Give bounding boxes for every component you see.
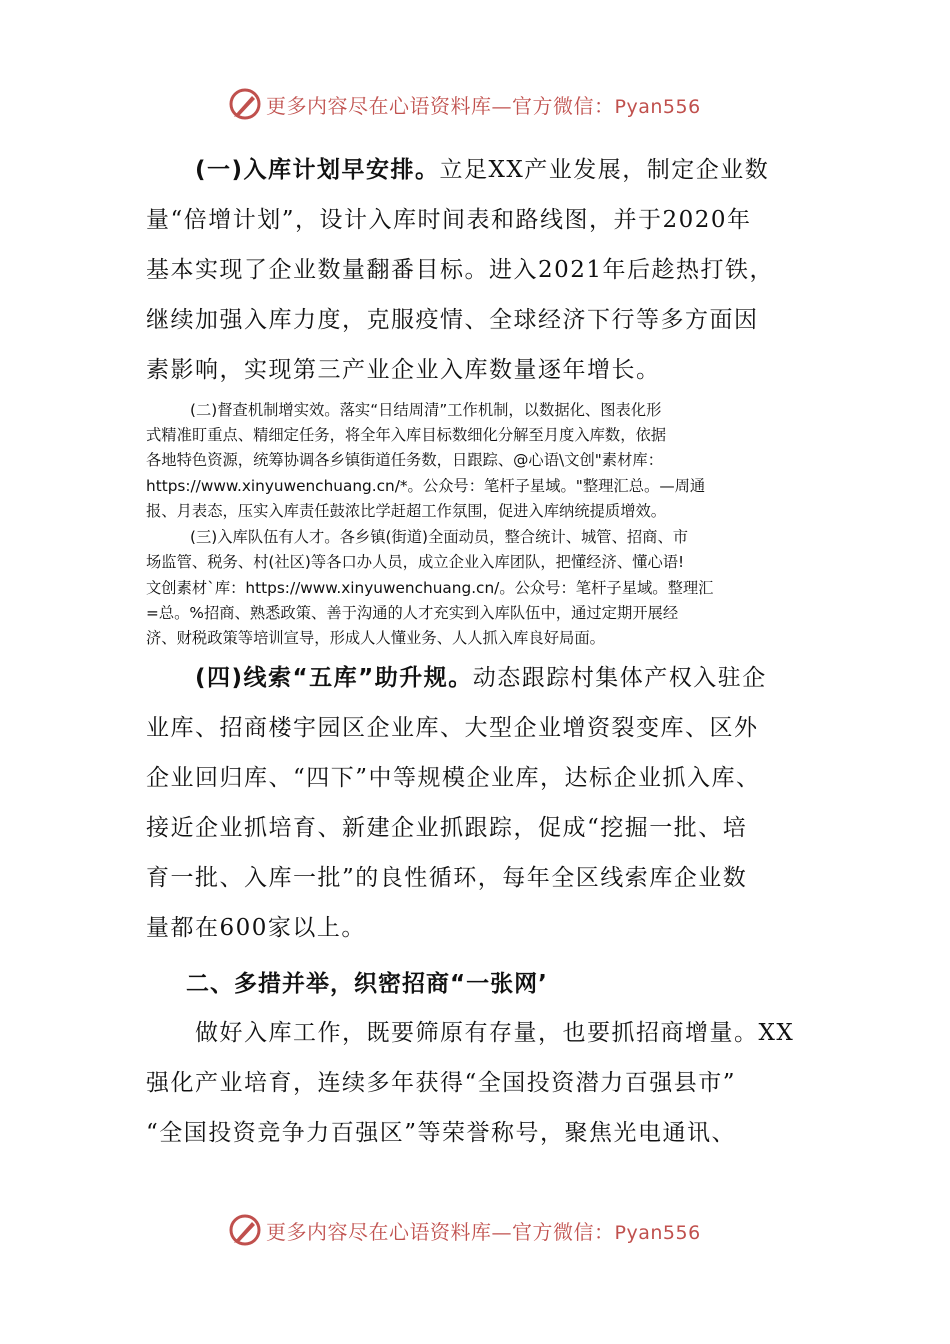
section4-line: 业库、招商楼宇园区企业库、大型企业增资裂变库、区外 — [146, 715, 759, 741]
section2-line: https://www.xinyuwenchuang.cn/*。公众号：笔杆子星域。"整理汇总。—周通 — [146, 477, 706, 495]
section3-line: 济、财税政策等培训宣导，形成人人懂业务、人人抓入库良好局面。 — [146, 629, 605, 647]
section3-line: 场监管、税务、村(社区)等各口办人员，成立企业入库团队，把懂经济、懂心语! — [146, 553, 685, 571]
pen-logo-icon — [228, 87, 262, 121]
section5-line: 强化产业培育，连续多年获得“全国投资潜力百强县市” — [146, 1070, 737, 1096]
section1-lead: (一)入库计划早安排。 — [195, 157, 440, 183]
footer-banner — [228, 1210, 748, 1250]
section-heading: 二、多措并举，织密招商“一张网’ — [186, 971, 548, 997]
section5-line: 做好入库工作，既要筛原有存量，也要抓招商增量。XX — [146, 1020, 795, 1046]
section1-line: 量“倍增计划”，设计入库时间表和路线图，并于2020年 — [146, 207, 752, 233]
wechat-id: Pyan556 — [614, 95, 701, 118]
section3-line: 文创素材`库：https://www.xinyuwenchuang.cn/。公众号：笔杆子星域。整理汇 — [146, 579, 714, 597]
section4-line1: (四)线索“五库”助升规。动态跟踪村集体产权入驻企 — [195, 665, 767, 691]
section1-line: 基本实现了企业数量翻番目标。进入2021年后趁热打铁， — [146, 257, 775, 283]
wechat-id: Pyan556 — [614, 1221, 701, 1244]
section4-line: 接近企业抓培育、新建企业抓跟踪，促成“挖掘一批、培 — [146, 815, 748, 841]
section3-line: (三)入库队伍有人才。各乡镇(街道)全面动员，整合统计、城管、招商、市 — [190, 528, 689, 546]
banner-text: 更多内容尽在心语资料库—官方微信：Pyan556 — [266, 93, 701, 118]
section1-line: 素影响，实现第三产业企业入库数量逐年增长。 — [146, 357, 661, 383]
section1-line: 继续加强入库力度，克服疫情、全球经济下行等多方面因 — [146, 307, 759, 333]
section2-line: 报、月表态，压实入库责任鼓浓比学赶超工作氛围，促进入库纳统提质增效。 — [146, 502, 667, 520]
section1-para1-line1: (一)入库计划早安排。立足XX产业发展，制定企业数 — [195, 157, 770, 183]
header-banner — [228, 84, 748, 124]
pen-logo-icon — [228, 1213, 262, 1247]
section4-lead: (四)线索“五库”助升规。 — [195, 665, 473, 691]
section2-line: (二)督查机制增实效。落实“日结周清”工作机制，以数据化、图表化形 — [190, 401, 662, 419]
section3-line: =总。%招商、熟悉政策、善于沟通的人才充实到入库队伍中，通过定期开展经 — [146, 604, 679, 622]
banner-text: 更多内容尽在心语资料库—官方微信：Pyan556 — [266, 1219, 701, 1244]
section5-line: “全国投资竞争力百强区”等荣誉称号，聚焦光电通讯、 — [146, 1120, 737, 1146]
section4-line: 量都在600家以上。 — [146, 915, 366, 941]
section2-line: 式精准盯重点、精细定任务，将全年入库目标数细化分解至月度入库数，依据 — [146, 426, 667, 444]
section4-line: 育一批、入库一批”的良性循环，每年全区线索库企业数 — [146, 865, 748, 891]
section2-line: 各地特色资源，统筹协调各乡镇街道任务数，日跟踪、@心语\文创"素材库： — [146, 451, 663, 469]
section4-line: 企业回归库、“四下”中等规模企业库，达标企业抓入库、 — [146, 765, 761, 791]
